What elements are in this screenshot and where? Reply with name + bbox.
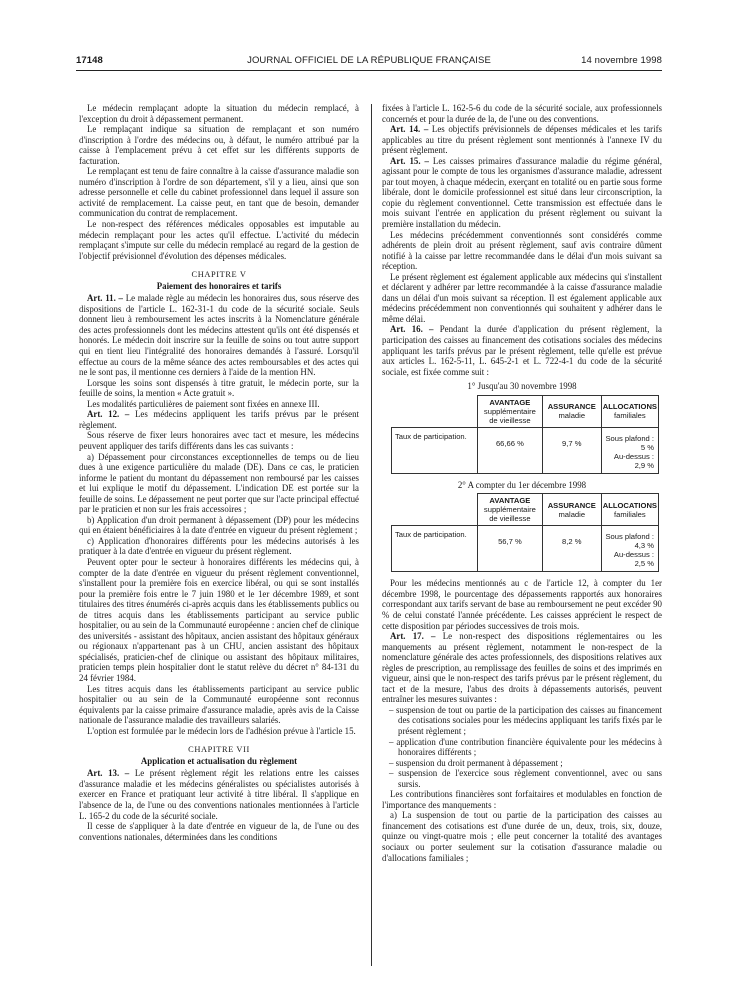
article-lead: Art. 13. – (87, 768, 130, 779)
paragraph: Les médecins précédemment conventionnés sont considérés comme adhérents de plein droit au présent règlement, sauf avis contraire dûment notifié à la caisse par lettre recommandée dans le délai d'un mois suivant sa réception. (382, 229, 662, 272)
list-item: – suspension de l'exercice sous règlement conventionnel, avec ou sans sursis. (389, 768, 662, 789)
header-sublabel: supplémentaire de vieillesse (483, 406, 536, 425)
measures-list (382, 705, 662, 789)
paragraph: Lorsque les soins sont dispensés à titre gratuit, le médecin porte, sur la feuille de soins, la mention « Acte gratuit ». (79, 377, 359, 399)
rates-table-1 (391, 395, 659, 474)
cell-avantage: 66,66 % (477, 427, 542, 473)
paragraph: a) Dépassement pour circonstances exceptionnelles de temps ou de lieu dues à une exigence particulière du malade (DE). Dans ce cas, le praticien informe le patient du montant du dépassement non remboursé par les caisses et lui explique le motif du dépassement. L'indication DE est portée sur la feuille de soins. Le dépassement ne peut porter que sur l'acte principal effectué par le praticien et non sur les frais accessoires ; (79, 451, 359, 515)
cell-avantage: 56,7 % (477, 526, 542, 572)
column-divider (371, 104, 372, 966)
table-header (601, 494, 658, 526)
chapter-title: Paiement des honoraires et tarifs (156, 280, 282, 291)
row-label: Taux de participation. (392, 526, 478, 572)
article-text: Le malade règle au médecin les honoraires dus, sous réserve des dispositions de l'article L. 162-31-1 du code de la sécurité sociale. Seuls donnent lieu à remboursement les actes inscrits à la Nomenclature générale des actes professionnels dont les médecins attestent qu'ils ont été dispensés et honorés. Le médecin doit inscrire sur la feuille de soins ou tout autre support qui en tient lieu l'intégralité des honoraires demandés à l'assuré. Lorsqu'il effectue au cours de la même séance des actes remboursables et des actes qui ne le sont pas, il mentionne ces derniers à l'aide de la mention HN. (79, 293, 359, 378)
article-12 (79, 409, 359, 430)
paragraph: Le non-respect des références médicales opposables est imputable au médecin remplaçant pour les actes qu'il effectue. L'activité du médecin remplaçant s'impute sur celle du médecin remplacé au regard de la gestion de l'objectif prévisionnel d'évolution des dépenses médicales. (79, 219, 359, 261)
paragraph: Le médecin remplaçant adopte la situation du médecin remplacé, à l'exception du droit à dépassement permanent. (79, 103, 359, 124)
header-rule (76, 70, 662, 71)
article-lead: Art. 15. – (390, 155, 429, 166)
article-text: Pendant la durée d'application du présent règlement, la participation des caisses au financement des cotisations sociales des médecins appliquant les tarifs prévus par le présent règlement, telle qu'elle est prévue aux articles L. 162-5-11, L. 645-2-1 et L. 722-4-1 du code de la sécurité sociale, est fixée comme suit : (382, 324, 662, 377)
table-header (477, 494, 542, 526)
article-lead: Art. 16. – (390, 324, 434, 335)
article-text: Les médecins appliquent les tarifs prévus par le présent règlement. (79, 409, 359, 430)
paragraph: fixées à l'article L. 162-5-6 du code de la sécurité sociale, aux professionnels concernés et pour la durée de la, de l'une ou des conventions. (382, 103, 662, 124)
chapter-label: CHAPITRE VII (188, 745, 250, 755)
page-header (76, 55, 662, 69)
list-item: – suspension du droit permanent à dépassement ; (389, 757, 563, 768)
chapter-title: Application et actualisation du règlement (140, 755, 298, 766)
table-header (477, 395, 542, 427)
paragraph: Les titres acquis dans les établissements participant au service public hospitalier ou au sein de la Communauté européenne sont reconnus équivalents par la caisse primaire d'assurance maladie, après avis de la Caisse nationale de l'assurance maladie des travailleurs salariés. (79, 683, 359, 726)
article-text: Les caisses primaires d'assurance maladie du régime général, agissant pour le compte de tous les organismes d'assurance maladie, adressent par tout moyen, à chaque médecin, exerçant en totalité ou en partie sous forme libérale, dont le domicile professionnel est situé dans leur circonscription, la copie du règlement conventionnel. Cette transmission est effectuée dans le mois suivant l'entrée en application du présent règlement ou suivant la première installation du médecin. (382, 155, 662, 230)
header-sublabel: maladie (558, 411, 586, 421)
article-text: Le présent règlement régit les relations entre les caisses d'assurance maladie et les médecins généralistes ou spécialistes autorisés à exercer en France et pratiquant leur activité à titre libéral. Il s'applique en l'absence de la, de l'une ou des conventions nationales mentionnées à l'article L. 165-2 du code de la sécurité sociale. (79, 768, 359, 821)
journal-title: JOURNAL OFFICIEL DE LA RÉPUBLIQUE FRANÇAISE (247, 55, 491, 66)
cell-allocations: Sous plafond : 5 % Au-dessus : 2,9 % (601, 427, 658, 473)
article-text: Le non-respect des dispositions réglementaires ou les manquements au présent règlement, notamment le non-respect de la nomenclature générale des actes professionnels, des dispositions relatives aux règles de prescription, au remplissage des feuilles de soins et des imprimés en vigueur, ainsi que le non-respect des tarifs prévus par le présent règlement, du tact et de la mesure, l'abus des droits à dépassements autorisés, peuvent entraîner les mesures suivantes : (382, 631, 662, 705)
paragraph: Le remplaçant est tenu de faire connaître à la caisse d'assurance maladie son numéro d'inscription à l'ordre de son département, s'il y a lieu, ainsi que son adresse personnelle et celle du cabinet professionnel dans lequel il assure son activité de remplacement. La caisse peut, en tant que de besoin, demander communication du contrat de remplacement. (79, 166, 359, 219)
chapter-label: CHAPITRE V (191, 270, 247, 280)
article-lead: Art. 12. – (87, 409, 130, 420)
article-13 (79, 768, 359, 821)
cell-maladie: 8,2 % (542, 526, 601, 572)
table-header (542, 494, 601, 526)
period-title: 2° A compter du 1er décembre 1998 (457, 479, 587, 490)
paragraph: L'option est formulée par le médecin lors de l'adhésion prévue à l'article 15. (87, 725, 356, 736)
paragraph: Il cesse de s'appliquer à la date d'entrée en vigueur de la, de l'une ou des conventions nationales, déterminées dans les conditions (79, 821, 359, 842)
article-15 (382, 156, 662, 230)
header-label: AVANTAGE (489, 397, 531, 407)
header-sublabel: maladie (558, 509, 586, 519)
article-11 (79, 293, 359, 377)
article-lead: Art. 17. – (390, 631, 436, 642)
article-17 (382, 631, 662, 705)
cell-allocations: Sous plafond : 4,3 % Au-dessus : 2,5 % (601, 526, 658, 572)
header-label: ALLOCATIONS (602, 402, 657, 412)
table-header (542, 395, 601, 427)
header-label: ASSURANCE (547, 402, 596, 412)
article-lead: Art. 14. – (390, 124, 429, 135)
table-corner (392, 494, 478, 526)
cell-maladie: 9,7 % (542, 427, 601, 473)
table-header (601, 395, 658, 427)
paragraph: b) Application d'un droit permanent à dépassement (DP) pour les médecins qui en étaient bénéficiaires à la date d'entrée en vigueur du présent règlement ; (79, 514, 359, 536)
issue-date: 14 novembre 1998 (581, 55, 662, 66)
table-corner (392, 395, 478, 427)
page-number: 17148 (76, 55, 103, 66)
paragraph: Les modalités particulières de paiement sont fixées en annexe III. (87, 398, 320, 409)
paragraph: Le remplaçant indique sa situation de remplaçant et son numéro d'inscription à l'ordre des médecins ou, à défaut, le numéro attribué par la caisse à l'emplacement prévu à cet effet sur les différents supports de facturation. (79, 124, 359, 166)
header-label: ALLOCATIONS (602, 500, 657, 510)
paragraph: Le présent règlement est également applicable aux médecins qui s'installent et déclarent y adhérer par lettre recommandée à la caisse d'assurance maladie dans un délai d'un mois suivant sa réception. Il est également applicable aux médecins précédemment non conventionnés qui souhaitent y adhérer dans le même délai. (382, 271, 662, 324)
paragraph: Peuvent opter pour le secteur à honoraires différents les médecins qui, à compter de la date d'entrée en vigueur du présent règlement conventionnel, s'installent pour la première fois en exercice libéral, ou qui se sont installés pour la première fois entre le 7 juin 1980 et le 1er décembre 1989, et sont titulaires des titres énumérés ci-après acquis dans les établissements publics ou de titres acquis dans les établissements participant au service public hospitalier, ou au sein de la Communauté européenne : ancien chef de clinique des universités - assistant des hôpitaux, ancien assistant des hôpitaux généraux ou régionaux n'appartenant pas à un CHU, ancien assistant des hôpitaux spécialisés, praticien-chef de clinique ou assistant des hôpitaux militaires, praticien temps plein hospitalier dont le statut relève du décret n° 84-131 du 24 février 1984. (79, 556, 359, 683)
paragraph: Sous réserve de fixer leurs honoraires avec tact et mesure, les médecins peuvent appliquer des tarifs différents dans les cas suivants : (79, 430, 359, 451)
list-item: – suspension de tout ou partie de la participation des caisses au financement des cotisations sociales pour les médecins appliquant les tarifs fixés par le présent règlement ; (389, 704, 662, 736)
header-sublabel: supplémentaire de vieillesse (483, 505, 536, 524)
header-label: AVANTAGE (489, 496, 531, 506)
row-label: Taux de participation. (392, 427, 478, 473)
header-sublabel: familiales (614, 411, 646, 421)
paragraph: Les contributions financières sont forfaitaires et modulables en fonction de l'importance des manquements : (382, 789, 662, 810)
left-column (79, 103, 359, 842)
article-text: Les objectifs prévisionnels de dépenses médicales et les tarifs applicables au titre du présent règlement sont mentionnés à l'annexe IV du présent règlement. (382, 124, 662, 156)
article-lead: Art. 11. – (87, 293, 123, 304)
header-sublabel: familiales (614, 509, 646, 519)
article-14 (382, 124, 662, 156)
rates-table-2 (391, 493, 659, 572)
paragraph: Pour les médecins mentionnés au c de l'article 12, à compter du 1er décembre 1998, le pourcentage des dépassements rapportés aux honoraires correspondant aux tarifs servant de base au remboursement ne peut excéder 90 % de celui constaté l'année précédente. Les caisses apprécient le respect de cette disposition par périodes successives de trois mois. (382, 578, 662, 631)
list-item: – application d'une contribution financière équivalente pour les médecins à honoraires différents ; (389, 736, 662, 758)
period-title: 1° Jusqu'au 30 novembre 1998 (467, 381, 577, 392)
article-16 (382, 324, 662, 377)
paragraph: a) La suspension de tout ou partie de la participation des caisses au financement des cotisations est d'une durée de un, deux, trois, six, douze, quinze ou vingt-quatre mois ; elle peut concerner la totalité des avantages sociaux ou porter seulement sur la cotisation d'assurance maladie ou d'allocations familiales ; (382, 810, 662, 863)
right-column (382, 103, 662, 863)
paragraph: c) Application d'honoraires différents pour les médecins autorisés à les pratiquer à la date d'entrée en vigueur du présent règlement. (79, 535, 359, 557)
header-label: ASSURANCE (547, 500, 596, 510)
